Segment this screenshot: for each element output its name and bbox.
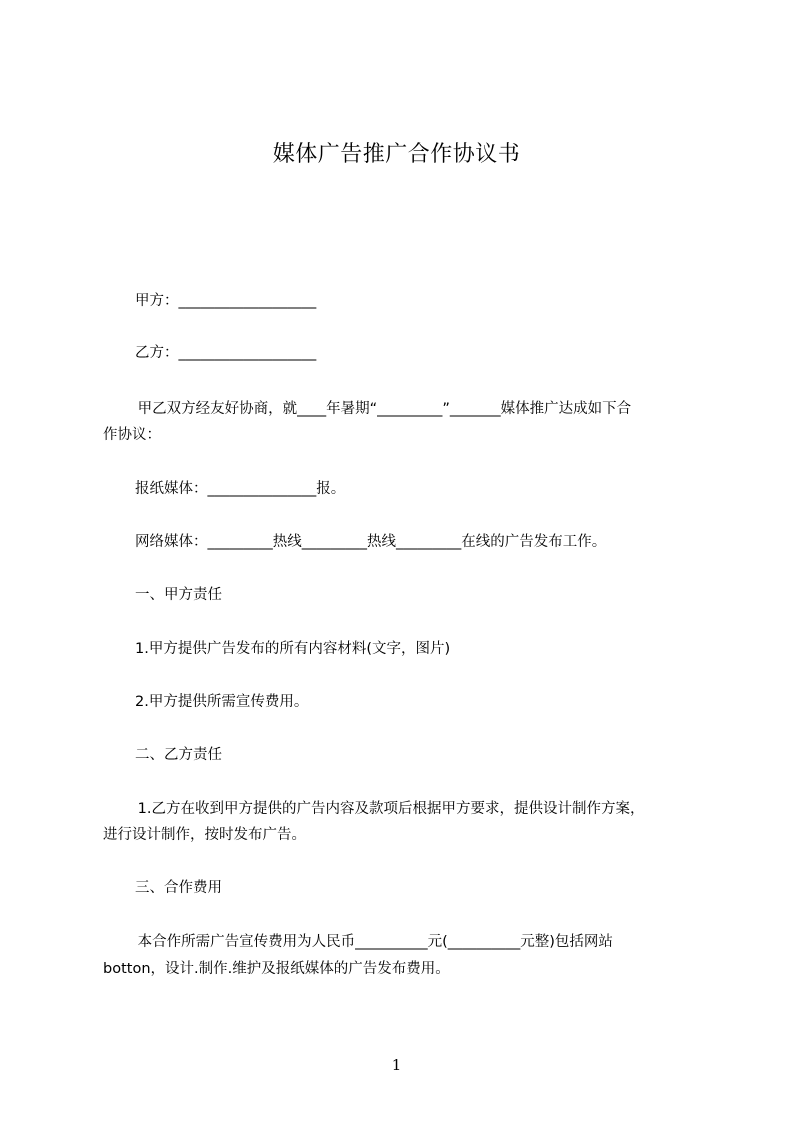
section-1-item-2: 2.甲方提供所需宣传费用。 <box>135 694 309 710</box>
section-3-text-line-1: 本合作所需广告宣传费用为人民币__________元(__________元整)包括网站 <box>133 934 613 950</box>
section-1-item-1: 1.甲方提供广告发布的所有内容材料(文字，图片) <box>135 641 451 657</box>
section-3-text-line-2: botton，设计.制作.维护及报纸媒体的广告发布费用。 <box>103 961 450 977</box>
section-2-item-1-line-1: 1.乙方在收到甲方提供的广告内容及款项后根据甲方要求，提供设计制作方案， <box>133 801 645 817</box>
section-2-heading: 二、乙方责任 <box>135 747 222 763</box>
intro-paragraph-line-2: 作协议： <box>103 427 161 443</box>
page-number: 1 <box>391 1056 402 1074</box>
section-2-item-1-line-2: 进行设计制作，按时发布广告。 <box>103 827 306 843</box>
newspaper-media-line: 报纸媒体：_______________报。 <box>135 481 346 497</box>
party-b-line: 乙方：___________________ <box>135 345 317 361</box>
party-a-line: 甲方：___________________ <box>135 293 317 309</box>
intro-paragraph-line-1: 甲乙双方经友好协商，就____年暑期“_________”_______媒体推广达成如下合 <box>133 401 632 417</box>
web-media-line: 网络媒体：_________热线_________热线_________在线的广告发布工作。 <box>135 534 607 550</box>
section-1-heading: 一、甲方责任 <box>135 587 222 603</box>
document-title: 媒体广告推广合作协议书 <box>272 142 521 167</box>
section-3-heading: 三、合作费用 <box>135 880 222 896</box>
